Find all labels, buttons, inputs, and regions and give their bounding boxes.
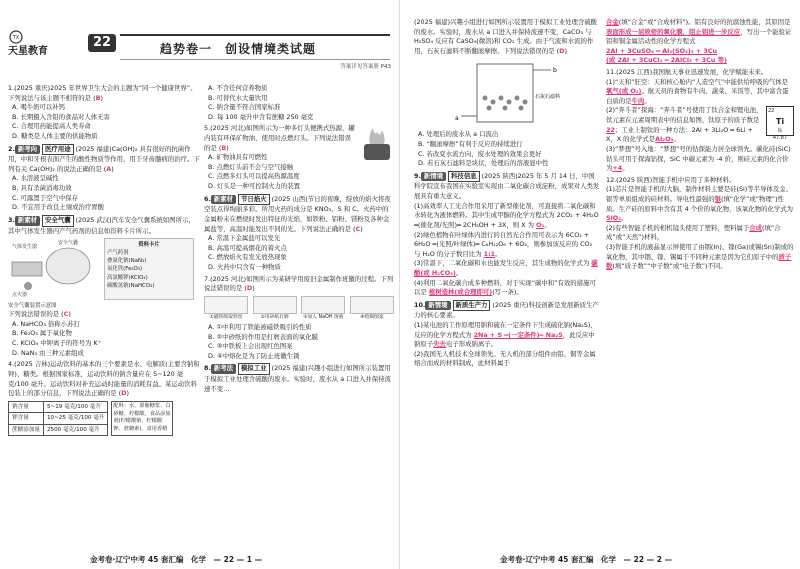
step-item [301,296,345,321]
q8-answer: D [559,46,565,55]
q2-number: 2. [8,144,15,153]
q9-p4-tail: (写一条)。 [492,288,523,297]
q5-option-b: B. 点燃灯头前不会与空气接触 [208,162,294,171]
heat-source-image [360,124,394,164]
q9-answer-3: 碳酸(或 H₂CO₃) [414,259,598,277]
left-column-2 [204,84,394,544]
q12-p3-tail: (填“质子数”“中子数”或“电子数”)不同。 [612,262,727,271]
title-banner [120,34,390,60]
q2-option-d: D. 不宜用于改良土壤或治疗胃酸 [12,203,105,212]
q11-answer-1b: 牛肉 [631,96,645,105]
q4-option-b: B. 可替代水大量饮用 [208,93,268,102]
element-mass: 47.87 [772,135,788,142]
q6-stem: (2025 山西)节日的夜晚，绽放的焰火将夜空装点得绚丽多彩。所用火药的成分是 KNO₃、S 和 C。火药中的金属粉末在燃烧时发出特征的光焰，如铁粉、铝粉、镁粉及各种金属盐等，高温时能发出不同的光。下列说法正确的是 [204,194,391,233]
q5-option-d: D. 灯头是一种可控制火力的装置 [208,182,301,191]
right-column-2 [606,18,794,543]
question-8-cont: (2025 福建)兴趣小组进行如图所示装置用于模拟工业处理含硫酸的废水。实验时，废水从 a 口进入并保持流速不变，CaCO₃ 与 H₂SO₄ 反应有 CaSO₄(微溶)和 CO₂ 生成。由于气流和水流的作用，石灰石滤料不断翻滚摩擦。下列说法错误的是 (D) a b 石灰石滤料 A. 处理后的废水从 a 口流出 B. “翻滚摩擦”有利于反应的持续进行 C. 若改变水流方向，废水处理的效果会更好 D. 若石灰石滤料是块状，处理后的溶液显中性 [414,18,600,169]
q7-option-a: A. ①中利用了铁能被磁铁吸引的性质 [208,322,312,331]
q8-tag: 新考法 [211,364,236,374]
q3-option-a: A. NaHCO₃ 俗称小苏打 [12,319,80,328]
question-6: 6. 新素材 节日焰火 (2025 山西)节日的夜晚，绽放的焰火将夜空装点得绚丽多彩。所用火药的成分是 KNO₃、S 和 C。火药中的金属粉末在燃烧时发出特征的光焰，如铁粉、铝粉、镁粉及各种金属盐等，高温时能发出不同的光。下列说法正确的是 (C) A. 常温下金属盐可以发光 B. 高温可提高烟花的着火点 C. 燃放焰火有发光放热现象 D. 火药中只含有一种物质 [204,194,394,273]
q7-steps [204,296,394,321]
q4-option-c: C. 钠含量不符合国家标准 [208,103,281,112]
question-10 [414,300,600,369]
q3-ask: 下列说法错误的是 [8,310,60,319]
q10-number: 10. [414,300,426,309]
q7-answer: D [246,284,253,293]
question-7: 7.(2025 河北)如图所示为某研学用废旧金属制作班徽的过程。下列说法错误的是 (D) ①磁铁吸取铁丝 ②用砂纸打磨 ③加入 NaOH 溶液 ④绘制图案 A. ①中利用了铁能被磁铁吸引的性质 B. ②中砂纸的作用是打磨表面的氧化膜 C. ③中铁板上会出现红色图案 D. ④中熔化是为了防止班徽生锈 [204,274,394,360]
table-row [9,401,108,412]
q8-option-c: C. 若改变水流方向，废水处理的效果会更好 [418,149,542,158]
svg-text:TX: TX [12,35,20,41]
question-11 [606,68,794,174]
q3-figure [8,238,200,300]
q6-option-c: C. 燃放焰火有发光放热现象 [208,253,287,262]
q8-stem-part1: (2025 福建)兴趣小组进行如图所示装置用于模拟工业处理含硫酸的废水。实验时，废水从 a 口进入并保持流速不变… [204,364,391,393]
q10-p1-mid: ，此反应中钠原子 [414,330,595,349]
question-3: 3. 新素材 安全气囊 (2025 武汉)汽车安全气囊系统如图所示，其中气体发生器内产气药剂的信息如资料卡片所示。 气体发生器 安全气囊 点火器 资料卡片 产气药剂 叠氮化钠(NaN₃) 氧化铁(Fe₂O₃) 高氯酸钾(KClO₄) 碳酸氢钠(NaHCO₃) 安全气囊装置示意图 下列说法错误的是 (C) A. NaHCO₃ 俗称小苏打 B. Fe₂O₃ 属于氧化物 C. KClO₄ 中钾离子的符号为 K⁺ D. NaN₃ 由三种元素组成 [8,215,200,358]
q12-answer-1: 银 [714,194,722,203]
q10-answer-2b: 表面形成一层致密的氧化膜，阻止铝进一步反应 [606,27,741,36]
q3-option-b: B. Fe₂O₃ 属于氧化物 [12,329,72,338]
q6-tag: 新素材 [211,195,236,205]
right-footer: 金考卷·辽宁中考 45 套汇编 化学 — 22 — 2 — [500,554,673,564]
q7-option-d: D. ④中熔化是为了防止班徽生锈 [208,351,300,360]
question-8 [204,363,394,394]
fig-label-generator: 气体发生器 [12,244,38,251]
q6-option-b: B. 高温可提高烟花的着火点 [208,243,287,252]
element-symbol: Ti [775,116,785,126]
q11-p3-text: (3)“梦想”号入地：“梦想”号的钻探能力居全球领先。碳化硅(SiC)钻头可用于探海钻探，SiC 中碳元素为 -4 价，则硅元素的化合价为 [606,144,791,173]
q2-option-b: B. 具有杀菌消毒功效 [12,184,72,193]
q8-figure [414,58,600,128]
q7-option-c: C. ③中铁板上会出现红色图案 [208,342,293,351]
fig-label-airbag: 安全气囊 [58,240,79,247]
q2-option-a: A. 水溶液呈碱性 [12,174,59,183]
step-item [350,296,394,321]
q1-answer: B [95,93,101,102]
step-label: ①磁铁吸取铁丝 [209,314,243,320]
q4-table-wrap [8,401,200,436]
q6-answer: C [355,224,361,233]
q7-stem: 7.(2025 河北)如图所示为某研学用废旧金属制作班徽的过程。下列说法错误的是 [204,274,394,293]
q12-answer-1b: SiO₂ [606,214,622,223]
q9-p3-text: (3)常温下，二氧化碳和水也能发生反应，其生成物的化学式为 [414,259,590,268]
info-card [104,238,194,300]
q9-answer-1: O₂ [536,220,545,229]
card-line: 高氯酸钾(KClO₄) [107,274,148,281]
q11-part-2: 22 Ti 钛 47.87 (2)“奔斗者”探海：“奔斗者”号使用了钛合金和锂电池，钛元素在元素周期表中的信息如图，钛原子的质子数是22；工业上制钛的一种方法：2Al + 3Li₂O ═ 6Li + X，X 的化学式是Al₂O₃。 [606,106,794,144]
q3-tag: 新素材 [15,216,40,226]
filter-apparatus [447,58,567,128]
table-cell: 2500 毫克/100 毫升 [43,424,107,435]
q5-stem: 5.(2025 河北)如图所示为一种多灯头便携式热源，罐内装有环保矿物油，使用时点燃灯头。下列说法错误的是 [204,124,355,152]
q4-stem: 4.(2025 吉林)运动饮料的基本的三个要素是水、电解质(主要含钠和钾)、糖类。根据国家标准，运动饮料的钠含量应在 5~120 毫克/100 毫升。运动饮料对补充运动时能量的消耗有益。某运动饮料包装上的部分信息，下列说法正确的是 [8,360,200,398]
fig-label-b: b [553,67,557,75]
q6-number: 6. [204,194,211,203]
table-row [9,413,108,424]
q1-option-b: B. 长期摄入含铅的食品对人体无害 [12,112,110,121]
q11-p2-text: (2)“奔斗者”探海：“奔斗者”号使用了钛合金和锂电池，钛元素在元素周期表中的信息如图，钛原子的质子数是 [606,106,763,125]
q3-option-c: C. KClO₄ 中钾离子的符号为 K⁺ [12,339,101,348]
step-item [204,296,248,321]
right-page [400,0,800,569]
q2-stem: (2025 福建)Ca(OH)₂ 具有很好的抗菌作用，中和牙根表面产生的酸性物质等作用，用于牙齿髓病的治疗。下列有关 Ca(OH)₂ 的说法正确的是 [8,144,200,173]
q12-p2-text: (2)有些智能手机的相机镜头使用了塑料，塑料属于 [606,223,750,232]
step-label: ③加入 NaOH 溶液 [303,314,344,320]
q10-answer-1: 2Na + S ═(一定条件)═ Na₂S [473,330,563,339]
q3-number: 3. [8,215,15,224]
fig-label-a: a [455,115,459,123]
q8-tag2: 模拟工业 [238,363,270,375]
q12-answer-2: 合成 [749,223,763,232]
q11-p1-text: (1)“天和”驻空：天和核心舱内“人造空气”中能供给呼吸的气体是 [606,77,789,86]
q12-part-1: (1)芯片是智能手机的大脑，制作材料主要是硅(Si)等半导体及金、银等单质组成的硅材料。导电性最强的银(填“化学”或“物理”)性质。生产硅的原料中含有其 4 个价的氧化物，该氧化物的化学式为SiO₂。 [606,185,794,223]
fig-label-filter: 石灰石滤料 [535,94,561,101]
q10-part-1 [414,321,600,350]
table-cell: 5~19 毫克/100 毫升 [43,401,107,412]
table-cell: 10~25 毫克/100 毫升 [43,413,107,424]
q9-number: 9. [414,171,421,180]
q7-option-b: B. ②中砂纸的作用是打磨表面的氧化膜 [208,332,319,341]
q3-answer: C [63,310,69,319]
element-name: 钛 [777,127,783,134]
q11-p2-mid: ；工业上制钛的一种方法：2Al + 3Li₂O ═ 6Li + X，X 的化学式是 [606,125,753,144]
q6-option-d: D. 火药中只含有一种物质 [208,262,281,271]
card-line: 产气药剂 [107,250,129,257]
question-4-options [204,84,394,122]
q11-stem: 11.(2025 江西)我国航天事业迅速发展，化学赋能未来。 [606,68,768,77]
paper-number-badge: 22 [88,34,116,52]
q8-option-a: A. 处理后的废水从 a 口流出 [418,130,499,139]
q11-part-1: (1)“天和”驻空：天和核心舱内“人造空气”中能供给呼吸的气体是氧气(或 O₂)。航天员的食物有牛肉、蔬菜、米饭等，其中富含蛋白质的是牛肉。 [606,77,789,105]
ingredients-note: 配料：水、果葡糖浆、白砂糖、柠檬酸、食品添加剂(柠檬酸钠、柠檬酸钾、蔗糖素)、食用香精 [111,401,173,436]
fig-label-igniter: 点火器 [12,292,28,299]
q12-part-2 [606,224,794,243]
left-column-1 [8,84,200,544]
q12-p1-mid: (填“化学”或“物理”)性质。生产硅的原料中含有其 4 个价的氧化物，该氧化物的化学式为 [606,194,794,213]
question-9 [414,171,600,298]
q10-p2-tail: ，写出一个能验证铝和铜金属活动性的化学方程式 [606,27,792,46]
answer-hint: 答案详见答案册 P43 [340,64,391,70]
q1-stem: 1.(2025 重庆)2025 年世界卫生大会的主题为“同一个健康世界”。下列说法与该主题不相符的是 [8,84,197,102]
q2-answer: A [106,164,112,173]
right-column-1 [414,18,600,543]
q2-option-c: C. 可露置于空气中保存 [12,193,79,202]
q8-option-d: D. 若石灰石滤料是块状，处理后的溶液显中性 [418,159,549,168]
q9-p4-text: (4)利用二氧化碳合成多种燃料，对于实现“碳中和”有效的措施可以是 [414,278,596,297]
element-number: 22 [768,108,775,115]
q3-fig-caption: 安全气囊装置示意图 [8,303,57,310]
q3-option-d: D. NaN₃ 由三种元素组成 [12,348,84,357]
element-cell [766,106,794,142]
q10-p2-mid: (填“合金”或“合成材料”)。铝有良好的抗腐蚀性能，其原因是 [618,18,791,26]
q12-p1-text: (1)芯片是智能手机的大脑，制作材料主要是硅(Si)等半导体及金、银等单质组成的硅材料。导电性最强的 [606,185,793,203]
card-line: 叠氮化钠(NaN₃) [107,258,147,265]
q5-option-a: A. 矿物油具有可燃性 [208,153,268,162]
q10-tag2: 新质生产力 [453,300,491,312]
q10-answer-2c: 2Al + 3CuSO₄ ═ Al₂(SO₄)₃ + 3Cu [606,46,718,55]
q6-tag2: 节日焰火 [238,194,270,206]
q5-answer: B [221,143,227,152]
q10-part-2-start: (2)我国无人机技术全球领先。无人机的部分组件由铝、铜等金属熔合而成的材料制成，此材料属于 [414,349,596,368]
q4-option-a: A. 不含任何营养物质 [208,84,268,92]
q11-answer-1: 氧气(或 O₂) [606,87,642,96]
question-4: 4.(2025 吉林)运动饮料的基本的三个要素是水、电解质(主要含钠和钾)、糖类。根据国家标准，运动饮料的钠含量应在 5~120 毫克/100 毫升。运动饮料对补充运动时能量的消耗有益。某运动饮料包装上的部分信息，下列说法正确的是 (D) 钠含量 5~19 毫克/100 毫升 钾含量 10~25 毫克/100 毫升 蔗糖添加量 2500 毫克/100 毫升 配料：水、果葡糖浆、白砂糖、柠檬酸、食品添加剂(柠檬酸钠、柠檬酸钾、蔗糖素)、食用香精 [8,360,200,436]
card-line: 氧化铁(Fe₂O₃) [107,266,143,273]
q10-p1-tail: 电子形成钠离子。 [445,340,498,349]
question-10-cont [606,18,794,66]
left-footer: 金考卷·辽宁中考 45 套汇编 化学 — 22 — 1 — [90,554,263,564]
q10-answer-1b: 失去 [433,340,446,349]
q1-option-c: C. 合理用药能提高人类寿命 [12,122,91,131]
q12-p3-text: (3)智能手机的液晶显示屏使用了由铟(In)、镓(Ga)或锡(Sn)制成的氧化物，其中铟、镓、锡属于不同种元素是因为它们原子中的 [606,243,794,261]
q9-stem: (2025 陕西)2025 年 5 月 14 日，中国科学院宣布我国在实验室实现由二氧化碳合成淀粉，成果对人类发展具有重大意义。 [414,171,600,201]
question-2: 2. 新考向 医疗用途 (2025 福建)Ca(OH)₂ 具有很好的抗菌作用，中和牙根表面产生的酸性物质等作用，用于牙齿髓病的治疗。下列有关 Ca(OH)₂ 的说法正确的是 (A) A. 水溶液呈碱性 B. 具有杀菌消毒功效 C. 可露置于空气中保存 D. 不宜用于改良土壤或治疗胃酸 [8,144,200,212]
q3-tag2: 安全气囊 [42,215,74,227]
q10-p1-text: (1)某电池的工作原理用钠和硫在一定条件下生成硫化钠(Na₂S)，反应的化学方程式为 [414,321,597,339]
step-label: ②用砂纸打磨 [260,314,289,320]
q1-option-d: D. 糖类是人体主要的供能物质 [12,132,98,141]
q12-part-3 [606,243,794,272]
table-row [9,424,108,435]
q10-stem: (2025 重庆)科技创新是发展新质生产力的核心要素。 [414,300,599,320]
card-line: 碳酸氢钠(NaHCO₃) [107,282,155,289]
q11-part-3: (3)“梦想”号入地：“梦想”号的钻探能力居全球领先。碳化硅(SiC)钻头可用于探海钻探，SiC 中碳元素为 -4 价，则硅元素的化合价为+4。 [606,144,791,173]
q9-answer-4: 植树造林(或合理即可) [428,288,493,297]
q1-option-a: A. 喝牛奶可以补钙 [12,103,66,112]
q9-tag2: 科技信息 [448,171,480,183]
table-cell: 蔗糖添加量 [9,424,44,435]
question-5: 5.(2025 河北)如图所示为一种多灯头便携式热源，罐内装有环保矿物油，使用时点燃灯头。下列说法错误的是 (B) A. 矿物油具有可燃性 B. 点燃灯头前不会与空气接触 C. 点燃多灯头可以提高热源温度 D. 灯头是一种可控制火力的装置 [204,124,394,191]
airbag-diagram [8,238,100,300]
brand-name: 天星教育 [8,46,48,57]
step-label: ④绘制图案 [360,314,384,320]
q3-stem: (2025 武汉)汽车安全气囊系统如图所示，其中气体发生器内产气药剂的信息如资料卡片所示。 [8,215,195,235]
q6-option-a: A. 常温下金属盐可以发光 [208,234,281,243]
q11-answer-2: 22 [606,125,615,134]
q9-tag: 新情境 [421,172,446,182]
q10-tag: 新情境 [425,301,450,311]
q11-answer-3: +4 [612,164,623,173]
q4-option-d: D. 每 100 毫升中含有蔗糖 250 毫克 [208,112,314,121]
step-item [253,296,297,321]
card-title: 资料卡片 [138,242,160,249]
q2-tag: 新考向 [15,145,40,155]
q10-answer-2d: (或 2Al + 3CuCl₂ ═ 2AlCl₃ + 3Cu 等) [606,56,727,65]
q8-number: 8. [204,364,211,373]
q12-answer-3: 质子数 [606,252,792,271]
q9-part-1: (1)高效率人工光合作用采用了新型催化剂，可直接将二氧化碳和水转化为液体燃料。其中生成甲醇的化学方程式为 2CO₂ + 4H₂O ═(催化剂/光照)═ 2CH₃OH + 3X，则 X 为 O₂。 [414,201,599,229]
q12-stem: 12.(2025 陕西)智能手机中应用了多种材料。 [606,175,736,184]
q10-answer-2: 合金 [606,18,619,26]
q11-p1-mid: 。航天员的食物有牛肉、蔬菜、米饭等，其中富含蛋白质的是 [606,87,789,105]
q9-p1-text: (1)高效率人工光合作用采用了新型催化剂，可直接将二氧化碳和水转化为液体燃料。其中生成甲醇的化学方程式为 2CO₂ + 4H₂O ═(催化剂/光照)═ 2CH₃OH + 3X，则 X 为 [414,201,599,229]
q9-part-2: (2)绿色植物在叶绿体内进行的自然光合作用可表示为 6CO₂ + 6H₂O ═(光照/叶绿体)═ C₆H₁₂O₆ + 6O₂，则参加该反应的 CO₂ 与 H₂O 的分子数目比为 1:1。 [414,230,593,258]
q12-p2-tail: (填“合成”或“天然”)材料。 [606,223,781,242]
q2-tag2: 医疗用途 [42,144,74,156]
question-1: 1.(2025 重庆)2025 年世界卫生大会的主题为“同一个健康世界”。下列说法与该主题不相符的是 (B) A. 喝牛奶可以补钙 B. 长期摄入含铅的食品对人体无害 C. 合理用药能提高人类寿命 D. 糖类是人体主要的供能物质 [8,84,200,142]
q8-stem: (2025 福建)兴趣小组进行如图所示装置用于模拟工业处理含硫酸的废水。实验时，废水从 a 口进入并保持流速不变，CaCO₃ 与 H₂SO₄ 反应有 CaSO₄(微溶)和 CO₂ 生成。由于气流和水流的作用，石灰石滤料不断翻滚摩擦。下列说法错误的是 [414,18,598,55]
q9-p2-text: (2)绿色植物在叶绿体内进行的自然光合作用可表示为 6CO₂ + 6H₂O ═(光照/叶绿体)═ C₆H₁₂O₆ + 6O₂，则参加该反应的 CO₂ 与 H₂O 的分子数目比为 [414,230,593,258]
q9-answer-2: 1:1 [483,249,496,258]
q8-option-b: B. “翻滚摩擦”有利于反应的持续进行 [418,140,523,149]
q9-part-3: (3)常温下，二氧化碳和水也能发生反应，其生成物的化学式为 碳酸(或 H₂CO₃)。 [414,259,598,277]
q5-option-c: C. 点燃多灯头可以提高热源温度 [208,172,300,181]
question-12 [606,176,794,272]
table-cell: 钠含量 [9,401,44,412]
q4-answer: D [121,389,127,398]
q9-part-4 [414,279,600,298]
nutrition-table [8,401,108,436]
table-cell: 钾含量 [9,413,44,424]
q11-answer-2b: Al₂O₃ [655,135,674,144]
page-title: 趋势卷一 创设情境类试题 [160,42,317,56]
